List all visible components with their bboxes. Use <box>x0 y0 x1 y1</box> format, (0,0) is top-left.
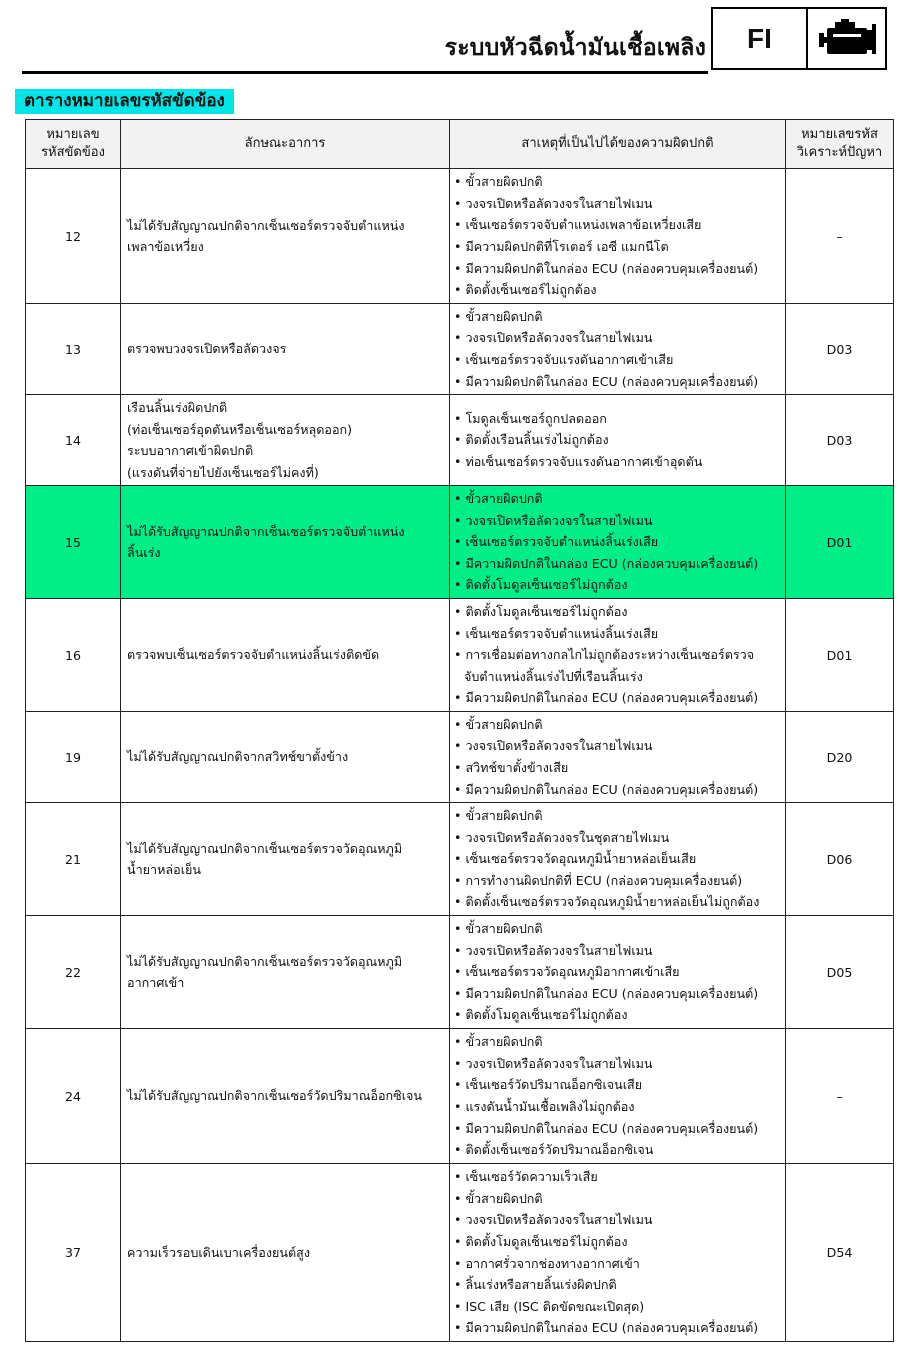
cause-item: • ติดตั้งเรือนลิ้นเร่งไม่ถูกต้อง <box>454 429 781 451</box>
table-row <box>26 712 894 803</box>
causes-cell <box>450 1164 786 1342</box>
causes-cell <box>450 395 786 486</box>
diagnostic-code: D06 <box>786 803 894 916</box>
cause-item: • เซ็นเซอร์วัดความเร็วเสีย <box>454 1166 781 1188</box>
causes-cell <box>450 916 786 1029</box>
cause-list <box>454 408 781 473</box>
causes-cell <box>450 599 786 712</box>
cause-item: • ติดตั้งโมดูลเซ็นเซอร์ไม่ถูกต้อง <box>454 601 781 623</box>
cause-item: • ลิ้นเร่งหรือสายลิ้นเร่งผิดปกติ <box>454 1274 781 1296</box>
section-tab <box>711 7 887 70</box>
symptom-cell: ไม่ได้รับสัญญาณปกติจากเซ็นเซอร์ตรวจจับตำแหน่ง ลิ้นเร่ง <box>121 486 450 599</box>
cause-list <box>454 805 781 913</box>
cause-item: • ขั้วสายผิดปกติ <box>454 1188 781 1210</box>
causes-cell <box>450 486 786 599</box>
cause-item: • แรงดันน้ำมันเชื้อเพลิงไม่ถูกต้อง <box>454 1096 781 1118</box>
cause-item: • วงจรเปิดหรือลัดวงจรในสายไฟเมน <box>454 1053 781 1075</box>
table-row <box>26 1164 894 1342</box>
cause-item: • ขั้วสายผิดปกติ <box>454 171 781 193</box>
trouble-code: 14 <box>26 395 121 486</box>
cause-item: • เซ็นเซอร์ตรวจจับแรงดันอากาศเข้าเสีย <box>454 349 781 371</box>
symptom-cell: ตรวจพบเซ็นเซอร์ตรวจจับตำแหน่งลิ้นเร่งติดขัด <box>121 599 450 712</box>
cause-item: • มีความผิดปกติในกล่อง ECU (กล่องควบคุมเครื่องยนต์) <box>454 371 781 393</box>
cause-item: • ISC เสีย (ISC ติดขัดขณะเปิดสุด) <box>454 1296 781 1318</box>
cause-item: • การทำงานผิดปกติที่ ECU (กล่องควบคุมเครื่องยนต์) <box>454 870 781 892</box>
trouble-code: 12 <box>26 169 121 304</box>
symptom-cell: ไม่ได้รับสัญญาณปกติจากเซ็นเซอร์ตรวจจับตำแหน่ง เพลาข้อเหวี่ยง <box>121 169 450 304</box>
cause-item: • มีความผิดปกติในกล่อง ECU (กล่องควบคุมเครื่องยนต์) <box>454 779 781 801</box>
diagnostic-code: D05 <box>786 916 894 1029</box>
cause-item: • วงจรเปิดหรือลัดวงจรในสายไฟเมน <box>454 1209 781 1231</box>
causes-cell <box>450 712 786 803</box>
column-header-diagnostic-code: หมายเลขรหัส วิเคราะห์ปัญหา <box>786 120 894 169</box>
diagnostic-code: D01 <box>786 486 894 599</box>
causes-cell <box>450 304 786 395</box>
symptom-cell: เรือนลิ้นเร่งผิดปกติ (ท่อเซ็นเซอร์อุดตันหรือเซ็นเซอร์หลุดออก) ระบบอากาศเข้าผิดปกติ (แรงดันที่จ่ายไปยังเซ็นเซอร์ไม่คงที่) <box>121 395 450 486</box>
cause-item: • มีความผิดปกติในกล่อง ECU (กล่องควบคุมเครื่องยนต์) <box>454 687 781 709</box>
symptom-cell: ไม่ได้รับสัญญาณปกติจากสวิทช์ขาตั้งข้าง <box>121 712 450 803</box>
trouble-code: 16 <box>26 599 121 712</box>
cause-list <box>454 488 781 596</box>
cause-item: • โมดูลเซ็นเซอร์ถูกปลดออก <box>454 408 781 430</box>
section-heading: ตารางหมายเลขรหัสขัดข้อง <box>15 89 234 114</box>
cause-list <box>454 306 781 392</box>
column-header-symptom: ลักษณะอาการ <box>121 120 450 169</box>
cause-item: • ติดตั้งเซ็นเซอร์วัดปริมาณอ็อกซิเจน <box>454 1139 781 1161</box>
trouble-code: 13 <box>26 304 121 395</box>
header-divider <box>22 71 708 74</box>
cause-list <box>454 601 781 709</box>
cause-list <box>454 171 781 301</box>
cause-item: • ขั้วสายผิดปกติ <box>454 306 781 328</box>
trouble-code: 15 <box>26 486 121 599</box>
cause-item: • อากาศรั่วจากช่องทางอากาศเข้า <box>454 1253 781 1275</box>
column-header-code: หมายเลข รหัสขัดข้อง <box>26 120 121 169</box>
section-code: FI <box>713 9 808 68</box>
cause-item: • เซ็นเซอร์ตรวจจับตำแหน่งลิ้นเร่งเสีย <box>454 531 781 553</box>
cause-item: • ติดตั้งโมดูลเซ็นเซอร์ไม่ถูกต้อง <box>454 1231 781 1253</box>
table-row <box>26 803 894 916</box>
diagnostic-code: – <box>786 1029 894 1164</box>
diagnostic-code: D54 <box>786 1164 894 1342</box>
table-row <box>26 395 894 486</box>
cause-item: • สวิทช์ขาตั้งข้างเสีย <box>454 757 781 779</box>
trouble-code-table <box>25 119 894 1342</box>
cause-item: • เซ็นเซอร์ตรวจจับตำแหน่งลิ้นเร่งเสีย <box>454 623 781 645</box>
cause-item: • วงจรเปิดหรือลัดวงจรในสายไฟเมน <box>454 735 781 757</box>
cause-item: • ขั้วสายผิดปกติ <box>454 488 781 510</box>
table-row <box>26 1029 894 1164</box>
table-row <box>26 599 894 712</box>
cause-item: • มีความผิดปกติในกล่อง ECU (กล่องควบคุมเครื่องยนต์) <box>454 983 781 1005</box>
page-title: ระบบหัวฉีดน้ำมันเชื้อเพลิง <box>444 35 706 61</box>
causes-cell <box>450 803 786 916</box>
cause-list <box>454 918 781 1026</box>
cause-item: • มีความผิดปกติในกล่อง ECU (กล่องควบคุมเครื่องยนต์) <box>454 553 781 575</box>
causes-cell <box>450 169 786 304</box>
cause-list <box>454 714 781 800</box>
symptom-cell: ไม่ได้รับสัญญาณปกติจากเซ็นเซอร์วัดปริมาณอ็อกซิเจน <box>121 1029 450 1164</box>
cause-item: • ติดตั้งโมดูลเซ็นเซอร์ไม่ถูกต้อง <box>454 574 781 596</box>
causes-cell <box>450 1029 786 1164</box>
engine-icon <box>808 9 885 68</box>
cause-item: • วงจรเปิดหรือลัดวงจรในสายไฟเมน <box>454 327 781 349</box>
cause-item: • มีความผิดปกติที่โรเตอร์ เอซี แมกนีโต <box>454 236 781 258</box>
cause-item: • มีความผิดปกติในกล่อง ECU (กล่องควบคุมเครื่องยนต์) <box>454 1317 781 1339</box>
cause-item: • วงจรเปิดหรือลัดวงจรในชุดสายไฟเมน <box>454 827 781 849</box>
trouble-code: 19 <box>26 712 121 803</box>
table-row <box>26 304 894 395</box>
cause-item: • ขั้วสายผิดปกติ <box>454 918 781 940</box>
symptom-cell: ไม่ได้รับสัญญาณปกติจากเซ็นเซอร์ตรวจวัดอุณหภูมิ อากาศเข้า <box>121 916 450 1029</box>
diagnostic-code: D01 <box>786 599 894 712</box>
cause-item: • วงจรเปิดหรือลัดวงจรในสายไฟเมน <box>454 940 781 962</box>
trouble-code: 22 <box>26 916 121 1029</box>
cause-item: • ขั้วสายผิดปกติ <box>454 1031 781 1053</box>
symptom-cell: ไม่ได้รับสัญญาณปกติจากเซ็นเซอร์ตรวจวัดอุณหภูมิ น้ำยาหล่อเย็น <box>121 803 450 916</box>
cause-item: • มีความผิดปกติในกล่อง ECU (กล่องควบคุมเครื่องยนต์) <box>454 1118 781 1140</box>
table-header-row <box>26 120 894 169</box>
cause-item: • เซ็นเซอร์ตรวจวัดอุณหภูมิอากาศเข้าเสีย <box>454 961 781 983</box>
column-header-causes: สาเหตุที่เป็นไปได้ของความผิดปกติ <box>450 120 786 169</box>
trouble-code: 24 <box>26 1029 121 1164</box>
diagnostic-code: – <box>786 169 894 304</box>
cause-item: • เซ็นเซอร์ตรวจวัดอุณหภูมิน้ำยาหล่อเย็นเสีย <box>454 848 781 870</box>
cause-list <box>454 1166 781 1339</box>
symptom-cell: ความเร็วรอบเดินเบาเครื่องยนต์สูง <box>121 1164 450 1342</box>
cause-item: • ขั้วสายผิดปกติ <box>454 805 781 827</box>
trouble-code: 21 <box>26 803 121 916</box>
diagnostic-code: D03 <box>786 395 894 486</box>
cause-list <box>454 1031 781 1161</box>
cause-item: • ท่อเซ็นเซอร์ตรวจจับแรงดันอากาศเข้าอุดตัน <box>454 451 781 473</box>
table-row <box>26 916 894 1029</box>
cause-item: • ติดตั้งโมดูลเซ็นเซอร์ไม่ถูกต้อง <box>454 1004 781 1026</box>
symptom-cell: ตรวจพบวงจรเปิดหรือลัดวงจร <box>121 304 450 395</box>
cause-item: • วงจรเปิดหรือลัดวงจรในสายไฟเมน <box>454 510 781 532</box>
cause-item: • เซ็นเซอร์ตรวจจับตำแหน่งเพลาข้อเหวี่ยงเสีย <box>454 214 781 236</box>
diagnostic-code: D03 <box>786 304 894 395</box>
cause-item: • ติดตั้งเซ็นเซอร์ตรวจวัดอุณหภูมิน้ำยาหล่อเย็นไม่ถูกต้อง <box>454 891 781 913</box>
diagnostic-code: D20 <box>786 712 894 803</box>
table-row <box>26 486 894 599</box>
cause-item: • ติดตั้งเซ็นเซอร์ไม่ถูกต้อง <box>454 279 781 301</box>
table-row <box>26 169 894 304</box>
cause-item: • ขั้วสายผิดปกติ <box>454 714 781 736</box>
cause-item: • วงจรเปิดหรือลัดวงจรในสายไฟเมน <box>454 193 781 215</box>
cause-item: • การเชื่อมต่อทางกลไกไม่ถูกต้องระหว่างเซ็นเซอร์ตรวจ จับตำแหน่งลิ้นเร่งไปที่เรือนลิ้นเร่ง <box>454 644 781 687</box>
cause-item: • เซ็นเซอร์วัดปริมาณอ็อกซิเจนเสีย <box>454 1074 781 1096</box>
cause-item: • มีความผิดปกติในกล่อง ECU (กล่องควบคุมเครื่องยนต์) <box>454 258 781 280</box>
trouble-code: 37 <box>26 1164 121 1342</box>
